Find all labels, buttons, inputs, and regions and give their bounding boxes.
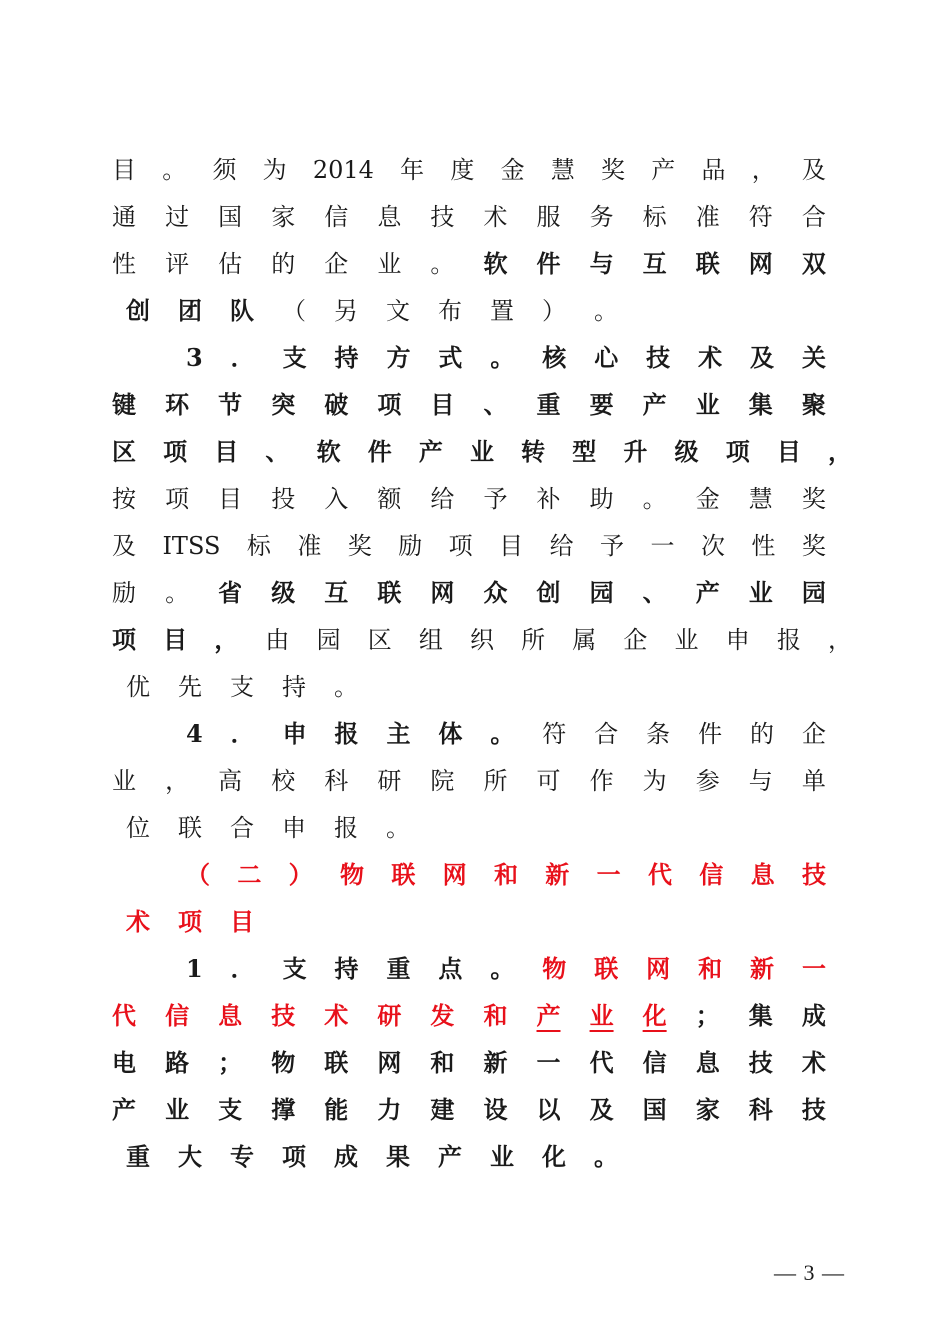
- text-glyph: 破: [324, 390, 349, 419]
- text-glyph: 目: [230, 907, 254, 936]
- text-glyph: （: [186, 860, 210, 889]
- text-glyph: 网: [442, 860, 467, 889]
- text-glyph: 一: [596, 860, 621, 889]
- text-glyph: 业: [490, 1142, 514, 1171]
- text-glyph: 项: [448, 532, 473, 560]
- text-glyph: 先: [178, 673, 202, 701]
- text-glyph: 业: [469, 437, 494, 466]
- text-glyph: 队: [230, 296, 254, 325]
- text-glyph: 信: [165, 1001, 190, 1030]
- text-glyph: 符: [748, 203, 773, 231]
- text-glyph: 技: [271, 1001, 296, 1030]
- text-glyph: 园: [801, 578, 826, 607]
- text-glyph: 及: [112, 532, 136, 560]
- text-glyph: 信: [699, 860, 724, 889]
- text-glyph: 持: [334, 343, 359, 372]
- text-glyph: 性: [751, 532, 776, 560]
- text-glyph: 路: [165, 1048, 190, 1077]
- text-line: [112, 1045, 826, 1081]
- text-glyph: 合: [594, 720, 619, 748]
- text-glyph: 条: [646, 720, 671, 748]
- text-line: [112, 528, 826, 564]
- text-glyph: 新: [483, 1048, 508, 1077]
- text-glyph: 物: [542, 954, 567, 983]
- text-glyph: 金: [695, 485, 720, 513]
- text-glyph: 合: [230, 814, 254, 842]
- text-glyph: ）: [542, 297, 566, 325]
- text-glyph: 和: [483, 1001, 508, 1030]
- text-glyph: ，: [214, 625, 239, 654]
- text-glyph: 入: [324, 485, 349, 513]
- page-number: — 3 —: [774, 1260, 845, 1285]
- text-glyph: ）: [288, 860, 313, 889]
- text-glyph: 由: [265, 626, 290, 654]
- text-glyph: 目: [218, 485, 243, 513]
- text-glyph: 发: [430, 1001, 455, 1030]
- text-glyph: 软: [316, 437, 341, 466]
- text-glyph: 优: [126, 673, 150, 701]
- text-glyph: 务: [589, 203, 614, 231]
- text-line: [112, 998, 826, 1034]
- text-glyph: 技: [801, 860, 826, 889]
- text-glyph: 要: [589, 390, 614, 419]
- text-glyph: 升: [623, 437, 648, 466]
- text-glyph: 支: [282, 954, 307, 983]
- text-glyph: 参: [695, 767, 720, 795]
- text-glyph: 、: [265, 437, 290, 466]
- text-glyph: 园: [316, 626, 341, 654]
- text-glyph: 区: [112, 437, 136, 466]
- text-glyph: 持: [282, 673, 306, 701]
- text-glyph: 业: [112, 767, 136, 795]
- text-glyph: 企: [324, 250, 349, 278]
- text-glyph: 术: [801, 1048, 826, 1077]
- text-glyph: 励: [398, 532, 423, 560]
- text-glyph: 创: [536, 578, 561, 607]
- text-glyph: 补: [536, 485, 561, 513]
- text-glyph: 助: [589, 485, 614, 513]
- text-glyph: 及: [801, 156, 826, 184]
- section-heading: [186, 340, 826, 376]
- text-glyph: 项: [165, 485, 190, 513]
- text-line: [112, 763, 826, 799]
- text-glyph: 业: [695, 390, 720, 419]
- text-glyph: 。: [334, 673, 358, 701]
- text-glyph: 术: [698, 343, 723, 372]
- text-glyph: 通: [112, 203, 136, 231]
- text-glyph: 一: [650, 532, 675, 560]
- text-glyph: 联: [594, 954, 619, 983]
- text-glyph: （: [282, 297, 306, 325]
- text-glyph: 目: [776, 437, 801, 466]
- text-glyph: 代: [589, 1048, 614, 1077]
- text-glyph: 项: [377, 390, 402, 419]
- text-glyph: 给: [430, 485, 455, 513]
- text-line: [112, 622, 852, 658]
- text-glyph: 力: [377, 1095, 402, 1124]
- text-glyph: 果: [386, 1142, 410, 1171]
- text-glyph: 重: [386, 954, 411, 983]
- text-glyph: 和: [493, 860, 518, 889]
- section-heading: [186, 951, 826, 987]
- text-glyph: 织: [469, 626, 494, 654]
- text-glyph: 度: [450, 156, 475, 184]
- text-glyph: 奖: [347, 532, 372, 560]
- text-glyph: 。: [594, 297, 618, 325]
- text-glyph: 键: [112, 390, 136, 419]
- text-glyph: 核: [542, 343, 567, 372]
- text-glyph: 点: [438, 954, 463, 983]
- text-glyph: 研: [377, 767, 402, 795]
- text-glyph: 文: [386, 297, 410, 325]
- text-glyph: 代: [647, 860, 672, 889]
- text-glyph: 大: [178, 1142, 202, 1171]
- text-glyph: 与: [589, 249, 614, 278]
- text-glyph: 产: [536, 1001, 561, 1030]
- text-glyph: 的: [271, 250, 296, 278]
- text-glyph: 报: [334, 719, 359, 748]
- text-glyph: 奖: [801, 532, 826, 560]
- text-glyph: ，: [827, 626, 852, 654]
- text-glyph: 团: [178, 296, 202, 325]
- text-glyph: ．: [230, 719, 255, 748]
- text-glyph: 术: [324, 1001, 349, 1030]
- text-glyph: 。: [490, 954, 515, 983]
- text-glyph: ；: [218, 1048, 243, 1077]
- text-glyph: 与: [748, 767, 773, 795]
- text-glyph: 转: [521, 437, 546, 466]
- text-line: [112, 810, 826, 846]
- text-glyph: 家: [271, 203, 296, 231]
- text-line: [112, 152, 826, 188]
- text-glyph: 业: [589, 1001, 614, 1030]
- text-glyph: 节: [218, 390, 243, 419]
- text-glyph: 术: [126, 907, 150, 936]
- text-glyph: 突: [271, 390, 296, 419]
- text-glyph: 创: [126, 296, 150, 325]
- text-glyph: 技: [748, 1048, 773, 1077]
- text-glyph: 环: [165, 390, 190, 419]
- text-glyph: 。: [162, 156, 187, 184]
- text-glyph: 国: [642, 1095, 667, 1124]
- text-glyph: 园: [589, 578, 614, 607]
- text-glyph: 省: [218, 578, 243, 607]
- text-glyph: 信: [324, 203, 349, 231]
- text-glyph: 申: [725, 626, 750, 654]
- text-glyph: 目: [112, 156, 136, 184]
- text-glyph: ，: [165, 767, 190, 795]
- text-glyph: 项: [112, 625, 136, 654]
- text-glyph: 可: [536, 767, 561, 795]
- text-glyph: 项: [282, 1142, 306, 1171]
- text-glyph: 估: [218, 250, 243, 278]
- text-glyph: 投: [271, 485, 296, 513]
- text-glyph: 布: [438, 297, 462, 325]
- text-glyph: 项: [725, 437, 750, 466]
- text-glyph: 申: [282, 814, 306, 842]
- text-glyph: 科: [324, 767, 349, 795]
- text-glyph: 软: [483, 249, 508, 278]
- text-glyph: 网: [748, 249, 773, 278]
- text-glyph: 联: [695, 249, 720, 278]
- text-glyph: 联: [178, 814, 202, 842]
- text-glyph: 。: [490, 343, 515, 372]
- text-glyph: 项: [178, 907, 202, 936]
- text-glyph: 项: [163, 437, 188, 466]
- text-glyph: 互: [324, 578, 349, 607]
- text-glyph: ，: [827, 437, 852, 466]
- text-glyph: 信: [642, 1048, 667, 1077]
- text-glyph: 重: [126, 1142, 150, 1171]
- text-glyph: 体: [438, 719, 463, 748]
- subsection-heading: [112, 904, 826, 940]
- text-glyph: 准: [297, 532, 322, 560]
- text-glyph: 产: [651, 156, 676, 184]
- text-glyph: 品: [701, 156, 726, 184]
- text-glyph: 单: [801, 767, 826, 795]
- text-glyph: 双: [801, 249, 826, 278]
- text-glyph: 报: [776, 626, 801, 654]
- text-glyph: 奖: [801, 485, 826, 513]
- text-line: [112, 669, 826, 705]
- text-line: [112, 1139, 826, 1175]
- subsection-heading: [186, 857, 826, 893]
- text-glyph: 及: [589, 1095, 614, 1124]
- text-glyph: 慧: [748, 485, 773, 513]
- text-glyph: 。: [430, 250, 455, 278]
- text-glyph: ，: [751, 156, 776, 184]
- text-glyph: 、: [483, 390, 508, 419]
- text-glyph: 目: [163, 625, 188, 654]
- text-line: [112, 434, 852, 470]
- text-glyph: 联: [377, 578, 402, 607]
- text-glyph: 息: [750, 860, 775, 889]
- text-glyph: 主: [386, 719, 411, 748]
- text-glyph: 的: [750, 720, 775, 748]
- text-glyph: 所: [483, 767, 508, 795]
- text-glyph: 众: [483, 578, 508, 607]
- text-line: [112, 481, 826, 517]
- text-glyph: 置: [490, 297, 514, 325]
- text-glyph: 业: [748, 578, 773, 607]
- text-glyph: 一: [536, 1048, 561, 1077]
- text-glyph: 支: [282, 343, 307, 372]
- text-glyph: 性: [112, 250, 136, 278]
- text-glyph: 息: [218, 1001, 243, 1030]
- text-glyph: 一: [801, 954, 826, 983]
- text-glyph: 3: [186, 343, 203, 372]
- text-glyph: 家: [695, 1095, 720, 1124]
- text-glyph: 区: [367, 626, 392, 654]
- text-glyph: 网: [377, 1048, 402, 1077]
- text-glyph: 业: [165, 1095, 190, 1124]
- section-heading: [186, 716, 826, 752]
- text-glyph: 慧: [550, 156, 575, 184]
- text-glyph: 级: [271, 578, 296, 607]
- text-glyph: 业: [377, 250, 402, 278]
- text-glyph: 目: [499, 532, 524, 560]
- text-glyph: 及: [750, 343, 775, 372]
- text-glyph: 化: [642, 1001, 667, 1030]
- text-glyph: 物: [271, 1048, 296, 1077]
- text-glyph: 额: [377, 485, 402, 513]
- text-glyph: 。: [490, 719, 515, 748]
- text-glyph: 网: [646, 954, 671, 983]
- text-glyph: 校: [271, 767, 296, 795]
- text-glyph: 为: [642, 767, 667, 795]
- text-glyph: 作: [589, 767, 614, 795]
- text-glyph: 产: [112, 1095, 136, 1124]
- text-glyph: 集: [748, 1001, 773, 1030]
- text-line: [112, 246, 826, 282]
- text-glyph: 组: [418, 626, 443, 654]
- text-glyph: 产: [438, 1142, 462, 1171]
- text-glyph: ITSS: [162, 532, 221, 560]
- text-glyph: 企: [623, 626, 648, 654]
- text-glyph: 1: [186, 954, 203, 983]
- text-glyph: 产: [418, 437, 443, 466]
- text-glyph: 励: [112, 579, 136, 607]
- text-glyph: 所: [521, 626, 546, 654]
- text-glyph: 位: [126, 814, 150, 842]
- text-glyph: 金: [500, 156, 525, 184]
- text-glyph: 技: [430, 203, 455, 231]
- text-glyph: ．: [230, 954, 255, 983]
- text-glyph: 二: [237, 860, 262, 889]
- text-glyph: 。: [386, 814, 410, 842]
- text-glyph: 报: [334, 814, 358, 842]
- text-glyph: 电: [112, 1048, 136, 1077]
- text-glyph: 技: [646, 343, 671, 372]
- text-glyph: 院: [430, 767, 455, 795]
- text-line: [112, 575, 826, 611]
- text-glyph: 。: [642, 485, 667, 513]
- text-line: [112, 293, 826, 329]
- text-glyph: ；: [695, 1001, 720, 1030]
- text-glyph: 方: [386, 343, 411, 372]
- text-glyph: 。: [165, 579, 190, 607]
- text-glyph: 过: [165, 203, 190, 231]
- text-glyph: 件: [536, 249, 561, 278]
- text-glyph: 标: [246, 532, 271, 560]
- text-glyph: 联: [391, 860, 416, 889]
- text-glyph: 代: [112, 1001, 136, 1030]
- text-glyph: 给: [549, 532, 574, 560]
- text-glyph: 奖: [601, 156, 626, 184]
- text-glyph: 设: [483, 1095, 508, 1124]
- text-glyph: 4: [186, 719, 203, 748]
- text-glyph: 2014: [312, 156, 374, 184]
- text-line: [112, 1092, 826, 1128]
- text-glyph: 年: [400, 156, 425, 184]
- text-glyph: 予: [600, 532, 625, 560]
- text-glyph: 成: [801, 1001, 826, 1030]
- text-glyph: 聚: [801, 390, 826, 419]
- text-glyph: 准: [695, 203, 720, 231]
- text-glyph: 能: [324, 1095, 349, 1124]
- text-glyph: 撑: [271, 1095, 296, 1124]
- text-glyph: 标: [642, 203, 667, 231]
- text-glyph: 以: [536, 1095, 561, 1124]
- text-glyph: 产: [695, 578, 720, 607]
- text-glyph: 目: [214, 437, 239, 466]
- text-glyph: 新: [750, 954, 775, 983]
- text-glyph: 高: [218, 767, 243, 795]
- text-glyph: 型: [572, 437, 597, 466]
- text-glyph: 。: [594, 1142, 618, 1171]
- text-glyph: 件: [698, 720, 723, 748]
- text-glyph: 产: [642, 390, 667, 419]
- text-glyph: 评: [165, 250, 190, 278]
- text-glyph: 和: [698, 954, 723, 983]
- text-glyph: 须: [212, 156, 237, 184]
- text-glyph: 心: [594, 343, 619, 372]
- text-glyph: ．: [230, 343, 255, 372]
- text-glyph: 物: [339, 860, 364, 889]
- text-glyph: 件: [367, 437, 392, 466]
- text-glyph: 术: [483, 203, 508, 231]
- text-glyph: 技: [801, 1095, 826, 1124]
- text-glyph: 按: [112, 485, 136, 513]
- text-glyph: 成: [334, 1142, 358, 1171]
- text-glyph: 新: [545, 860, 570, 889]
- text-glyph: 支: [218, 1095, 243, 1124]
- text-glyph: 另: [334, 297, 358, 325]
- text-glyph: 申: [282, 719, 307, 748]
- text-glyph: 集: [748, 390, 773, 419]
- text-glyph: 关: [801, 343, 826, 372]
- text-glyph: 网: [430, 578, 455, 607]
- text-glyph: 科: [748, 1095, 773, 1124]
- text-glyph: 次: [700, 532, 725, 560]
- text-glyph: 符: [542, 720, 567, 748]
- text-glyph: 互: [642, 249, 667, 278]
- text-glyph: 属: [572, 626, 597, 654]
- text-glyph: 建: [430, 1095, 455, 1124]
- text-glyph: 研: [377, 1001, 402, 1030]
- text-glyph: 息: [377, 203, 402, 231]
- text-glyph: 持: [334, 954, 359, 983]
- text-glyph: 支: [230, 673, 254, 701]
- text-glyph: 企: [801, 720, 826, 748]
- text-line: [112, 199, 826, 235]
- text-glyph: 重: [536, 390, 561, 419]
- text-glyph: 、: [642, 578, 667, 607]
- text-line: [112, 387, 826, 423]
- text-glyph: 予: [483, 485, 508, 513]
- text-glyph: 化: [542, 1142, 566, 1171]
- text-glyph: 目: [430, 390, 455, 419]
- text-glyph: 式: [438, 343, 463, 372]
- text-glyph: 合: [801, 203, 826, 231]
- text-glyph: 业: [674, 626, 699, 654]
- text-glyph: 联: [324, 1048, 349, 1077]
- text-glyph: 国: [218, 203, 243, 231]
- text-glyph: 专: [230, 1142, 254, 1171]
- text-glyph: 息: [695, 1048, 720, 1077]
- text-glyph: 服: [536, 203, 561, 231]
- text-glyph: 级: [674, 437, 699, 466]
- text-glyph: 和: [430, 1048, 455, 1077]
- text-glyph: 为: [262, 156, 287, 184]
